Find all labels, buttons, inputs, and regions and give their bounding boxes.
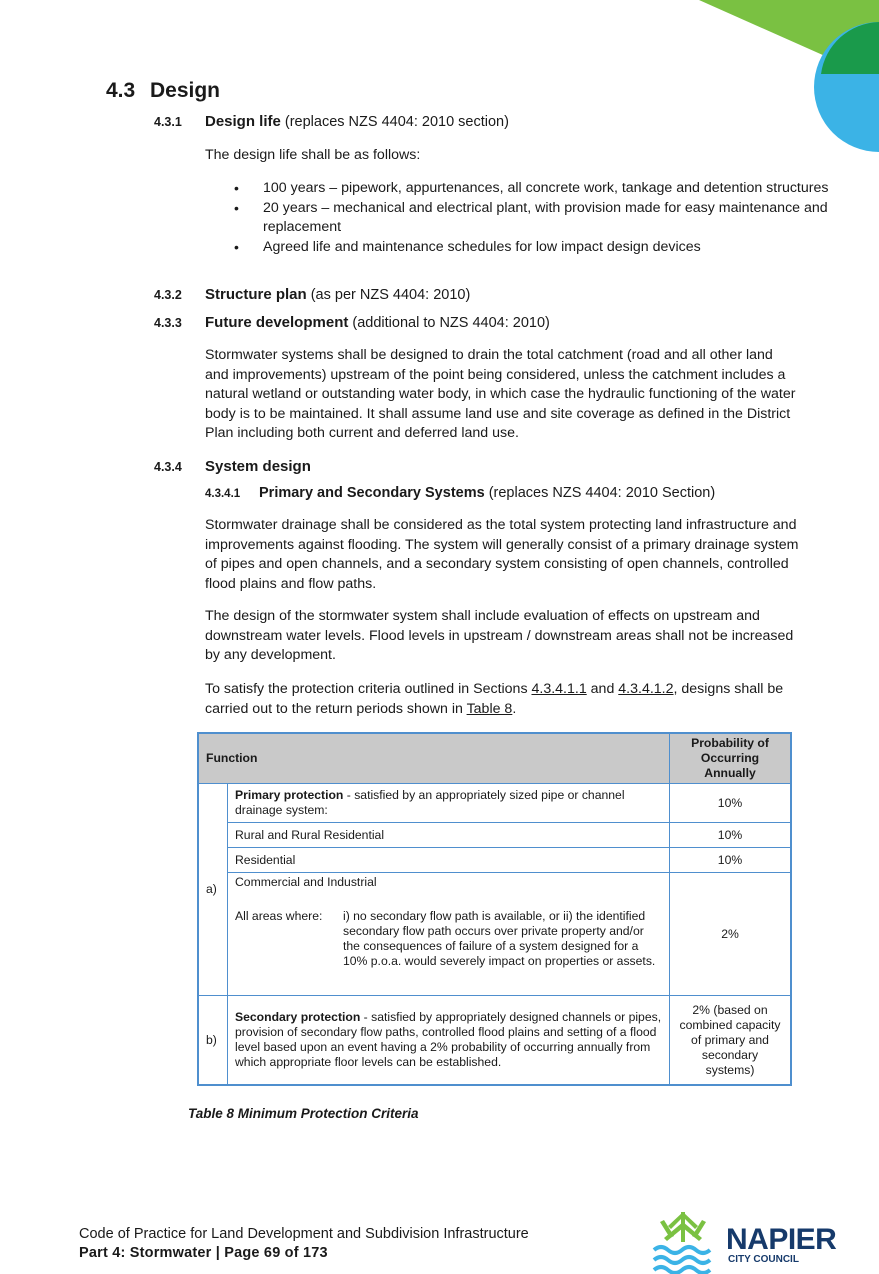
- paragraph-text: .: [512, 700, 517, 717]
- list-item: • Agreed life and maintenance schedules for low impact design devices: [263, 238, 843, 258]
- design-life-list: [205, 179, 843, 257]
- subsection-note: (as per NZS 4404: 2010): [310, 287, 471, 303]
- primary-protection-text: - satisfied by an appropriately sized pipe or channel drainage system:: [235, 788, 625, 817]
- paragraph-text: and: [586, 681, 619, 697]
- footer-page-info: Part 4: Stormwater | Page 69 of 173: [79, 1245, 328, 1261]
- logo-subtitle: CITY COUNCIL: [728, 1254, 799, 1265]
- subsection-note: (replaces NZS 4404: 2010 section): [284, 114, 509, 130]
- primary-protection-cell: [228, 784, 670, 823]
- list-item: • 20 years – mechanical and electrical plant, with provision made for easy maintenance and replacement: [263, 199, 843, 238]
- table-header-row: [198, 733, 791, 784]
- subsection-title: Future development: [205, 314, 349, 331]
- commercial-cell: [228, 873, 670, 996]
- subsection-heading-design-life: [154, 112, 509, 132]
- subsection-title: Design life: [205, 113, 281, 130]
- subsection-title: Structure plan: [205, 286, 307, 303]
- table-row: [198, 784, 791, 823]
- subsection-heading-future-development: [154, 313, 550, 333]
- subsection-number: 4.3.1: [154, 115, 182, 129]
- subsection-number: 4.3.4: [154, 460, 182, 474]
- secondary-protection-cell: [228, 996, 670, 1086]
- table-row: [198, 873, 791, 996]
- all-areas-text: i) no secondary flow path is available, or ii) the identified secondary flow path occurs over private property and/or the consequences of failure of a system designed for a 10% p.o.a. would severely impact on properties or assets.: [343, 909, 656, 968]
- subsubsection-note: (replaces NZS 4404: 2010 Section): [488, 485, 716, 501]
- header-function: Function: [198, 733, 670, 784]
- section-title: Design: [150, 79, 221, 102]
- subsubsection-number: 4.3.4.1: [205, 488, 241, 500]
- logo-name: NAPIER: [726, 1223, 837, 1256]
- secondary-protection-text: - satisfied by appropriately designed channels or pipes, provision of secondary flow paths, controlled flood plains and setting of a flood level based upon an event having a 2% probability of occurring annually from which appropriate floor levels can be established.: [235, 1010, 662, 1069]
- all-areas-block: [235, 909, 662, 969]
- header-probability: Probability of Occurring Annually: [670, 733, 792, 784]
- table-row: [198, 823, 791, 848]
- primary-value: 10%: [670, 784, 792, 823]
- row-letter-a: a): [198, 784, 228, 996]
- subsection-heading-system-design: [154, 457, 311, 477]
- residential-label: Residential: [228, 848, 670, 873]
- section-link-4-3-4-1-1[interactable]: 4.3.4.1.1: [531, 681, 587, 697]
- subsubsection-heading-primary-secondary: [205, 483, 715, 504]
- subsection-number: 4.3.2: [154, 288, 182, 302]
- table-row: [198, 996, 791, 1086]
- system-paragraph-3: [205, 680, 800, 719]
- list-item: • 100 years – pipework, appurtenances, all concrete work, tankage and detention structures: [263, 179, 843, 199]
- table-caption: Table 8 Minimum Protection Criteria: [188, 1106, 419, 1121]
- row-letter-b: b): [198, 996, 228, 1086]
- residential-value: 10%: [670, 848, 792, 873]
- primary-protection-title: Primary protection: [235, 788, 344, 802]
- section-link-4-3-4-1-2[interactable]: 4.3.4.1.2: [618, 681, 674, 697]
- all-areas-label: All areas where:: [235, 909, 323, 923]
- corner-decoration: [699, 0, 879, 160]
- paragraph-text: , designs shall be carried out to the return periods shown in: [205, 681, 784, 717]
- system-paragraph-1: Stormwater drainage shall be considered as the total system protecting land infrastructure and improvements against flooding. The system will generally consist of a primary drainage system of pipes and open channels, and a secondary system consisting of open channels, controlled flood plains and flow paths.: [205, 517, 799, 592]
- secondary-value: 2% (based on combined capacity of primary and secondary systems): [670, 996, 792, 1086]
- table-8-link[interactable]: Table 8: [466, 700, 513, 717]
- system-paragraph-2: The design of the stormwater system shall include evaluation of effects on upstream and downstream water levels. Flood levels in upstream / downstream areas shall not be increased by any development.: [205, 608, 794, 663]
- subsubsection-title: Primary and Secondary Systems: [259, 485, 485, 501]
- footer-document-title: Code of Practice for Land Development and Subdivision Infrastructure: [79, 1226, 529, 1242]
- commercial-label: Commercial and Industrial: [235, 875, 377, 889]
- subsection-note: (additional to NZS 4404: 2010): [352, 315, 550, 331]
- rural-value: 10%: [670, 823, 792, 848]
- subsection-number: 4.3.3: [154, 316, 182, 330]
- section-number: 4.3: [106, 79, 136, 102]
- design-life-intro: The design life shall be as follows:: [205, 147, 421, 163]
- protection-criteria-table: [197, 732, 792, 1086]
- commercial-value: 2%: [670, 873, 792, 996]
- secondary-protection-title: Secondary protection: [235, 1010, 361, 1024]
- table-row: [198, 848, 791, 873]
- paragraph-text: To satisfy the protection criteria outlined in Sections: [205, 681, 532, 697]
- subsection-title: System design: [205, 458, 311, 475]
- section-heading: [106, 78, 220, 104]
- future-development-paragraph: Stormwater systems shall be designed to drain the total catchment (road and all other land and improvements) upstream of the point being considered, unless the catchment includes a natural wetland or outstanding water body, in which case the hydraulic functioning of the water body is to be maintained. It shall assume land use and site coverage as defined in the District Plan including both current and deferred land use.: [205, 347, 796, 441]
- subsection-heading-structure-plan: [154, 285, 470, 305]
- rural-label: Rural and Rural Residential: [228, 823, 670, 848]
